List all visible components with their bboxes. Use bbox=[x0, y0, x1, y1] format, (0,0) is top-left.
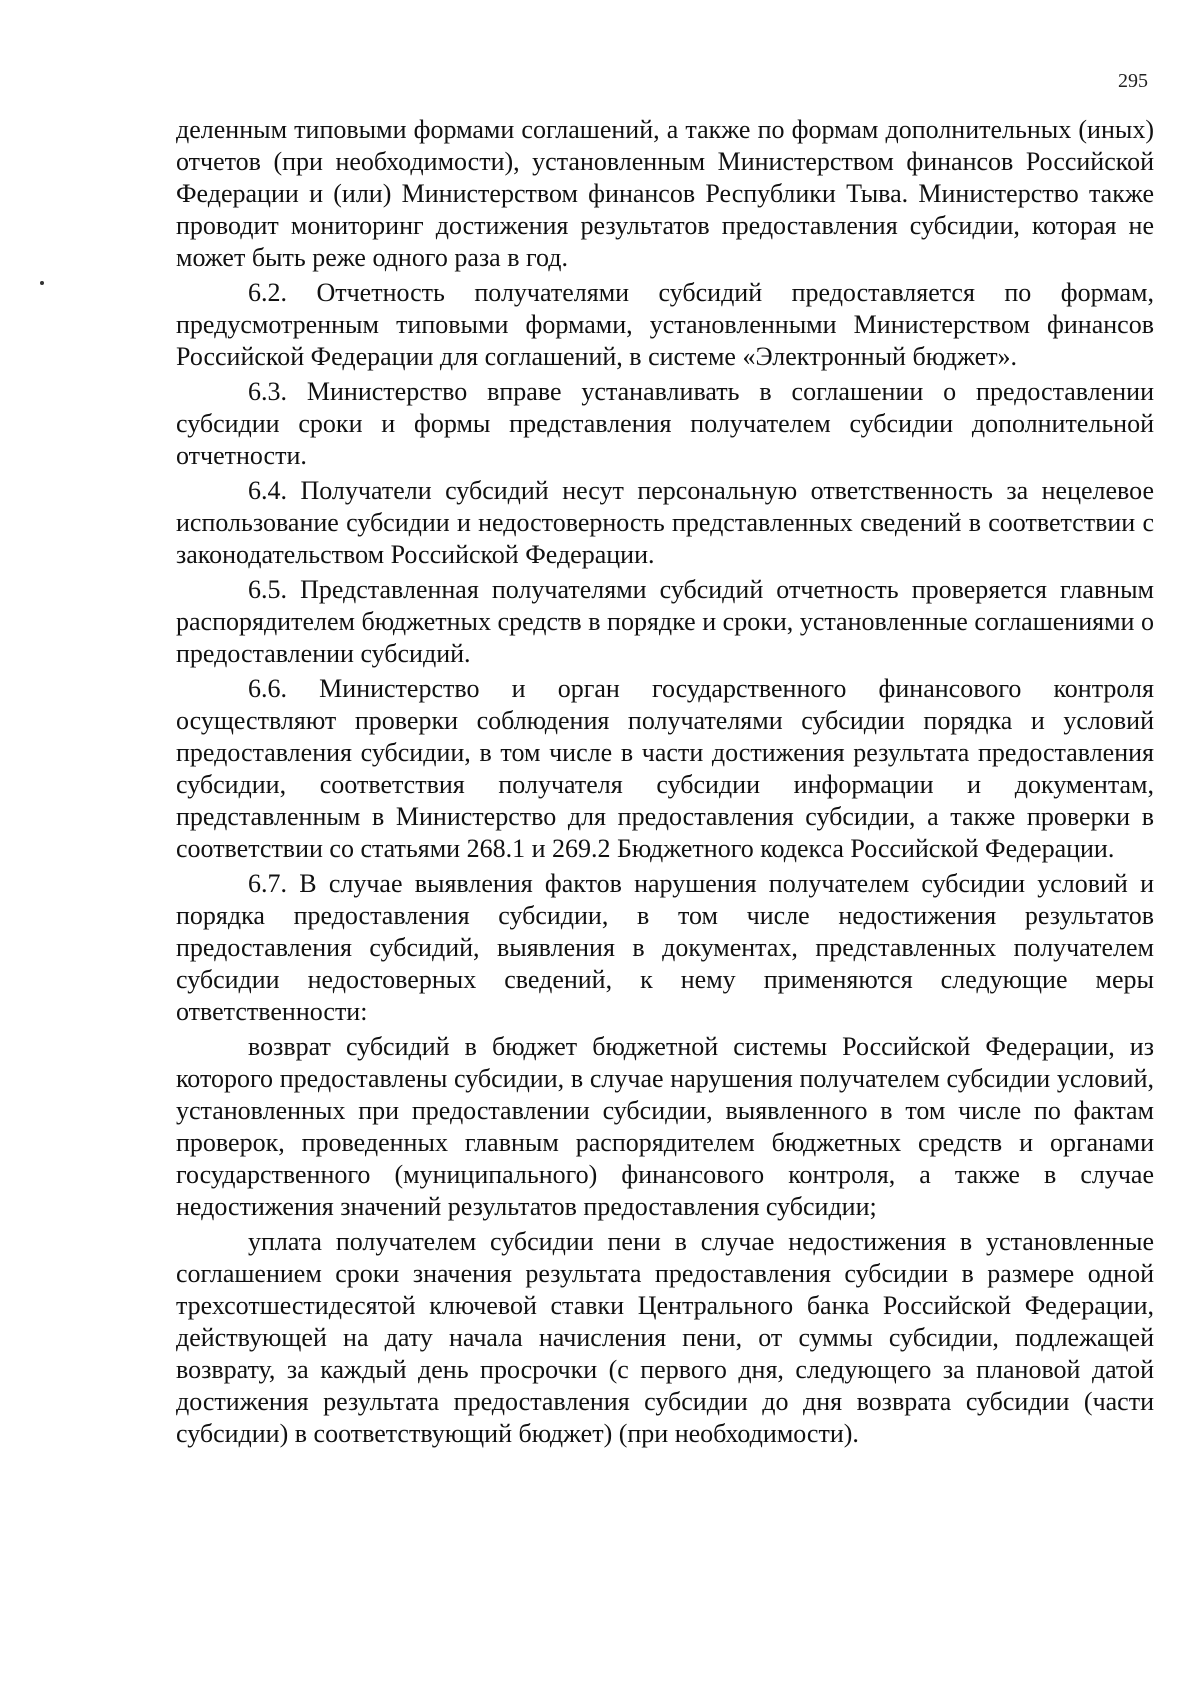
document-body bbox=[176, 114, 1154, 1453]
paragraph-6-7: 6.7. В случае выявления фактов нарушения получателем субсидии условий и порядка предоставления субсидии, в том числе недостижения результатов предоставления субсидий, выявления в документах, представленных получателем субсидии недостоверных сведений, к нему применяются следующие меры ответственности: bbox=[176, 869, 1154, 1026]
paragraph-6-2: 6.2. Отчетность получателями субсидий предоставляется по формам, предусмотренным типовыми формами, установленными Министерством финансов Российской Федерации для соглашений, в системе «Электронный бюджет». bbox=[176, 278, 1154, 371]
paragraph-6-3: 6.3. Министерство вправе устанавливать в соглашении о предоставлении субсидии сроки и формы представления получателем субсидии дополнительной отчетности. bbox=[176, 377, 1154, 470]
page-number: 295 bbox=[1118, 70, 1148, 92]
paragraph-continuation: деленным типовыми формами соглашений, а также по формам дополнительных (иных) отчетов (при необходимости), установленным Министерством финансов Российской Федерации и (или) Министерством финансов Республики Тыва. Министерство также проводит мониторинг достижения результатов предоставления субсидии, которая не может быть реже одного раза в год. bbox=[176, 115, 1154, 272]
paragraph-penalty-measure: уплата получателем субсидии пени в случае недостижения в установленные соглашением сроки значения результата предоставления субсидии в размере одной трехсотшестидесятой ключевой ставки Центрального банка Российской Федерации, действующей на дату начала начисления пени, от суммы субсидии, подлежащей возврату, за каждый день просрочки (с первого дня, следующего за плановой датой достижения результата предоставления субсидии до дня возврата субсидии (части субсидии) в соответствующий бюджет) (при необходимости). bbox=[176, 1227, 1154, 1448]
paragraph-6-6: 6.6. Министерство и орган государственного финансового контроля осуществляют проверки соблюдения получателями субсидии порядка и условий предоставления субсидии, в том числе в части достижения результата предоставления субсидии, соответствия получателя субсидии информации и документам, представленным в Министерство для предоставления субсидии, а также проверки в соответствии со статьями 268.1 и 269.2 Бюджетного кодекса Российской Федерации. bbox=[176, 674, 1154, 863]
paragraph-6-4: 6.4. Получатели субсидий несут персональную ответственность за нецелевое использование субсидии и недостоверность представленных сведений в соответствии с законодательством Российской Федерации. bbox=[176, 476, 1154, 569]
paragraph-6-5: 6.5. Представленная получателями субсидий отчетность проверяется главным распорядителем бюджетных средств в порядке и сроки, установленные соглашениями о предоставлении субсидий. bbox=[176, 575, 1154, 668]
scan-artifact-dot bbox=[40, 281, 44, 285]
paragraph-refund-measure: возврат субсидий в бюджет бюджетной системы Российской Федерации, из которого предоставлены субсидии, в случае нарушения получателем субсидии условий, установленных при предоставлении субсидии, выявленного в том числе по фактам проверок, проведенных главным распорядителем бюджетных средств и органами государственного (муниципального) финансового контроля, а также в случае недостижения значений результатов предоставления субсидии; bbox=[176, 1032, 1154, 1221]
